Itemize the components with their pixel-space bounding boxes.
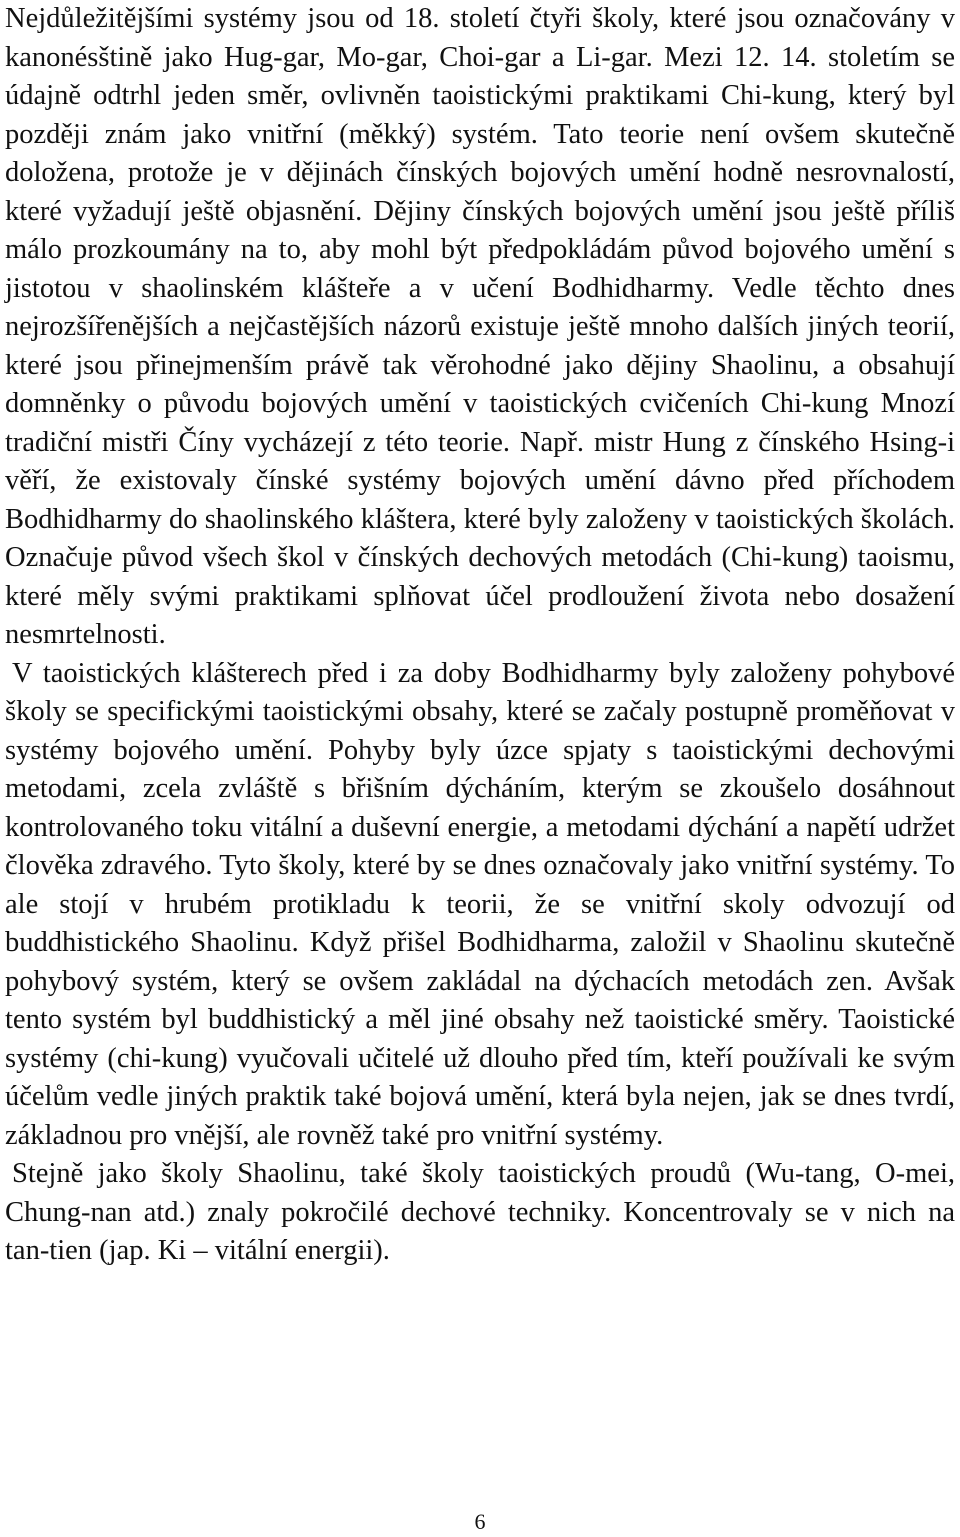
page-number: 6 <box>474 1509 486 1534</box>
paragraph-history-schools: Nejdůležitějšími systémy jsou od 18. století čtyři školy, které jsou označovány v kanonésštině jako Hug-gar, Mo-gar, Choi-gar a Li-gar. Mezi 12. 14. stoletím se údajně odtrhl jeden směr, ovlivněn taoistickými praktikami Chi-kung, který byl později znám jako vnitřní (měkký) systém. Tato teorie není ovšem skutečně doložena, protože je v dějinách čínských bojových umění hodně nesrovnalostí, které vyžadují ještě objasnění. Dějiny čínských bojových umění jsou ještě příliš málo prozkoumány na to, aby mohl být předpokládám původ bojového umění s jistotou v shaolinském klášteře a v učení Bodhidharmy. Vedle těchto dnes nejrozšířenějších a nejčastějších názorů existuje ještě mnoho dalších jiných teorií, které jsou přinejmenším právě tak věrohodné jako dějiny Shaolinu, a obsahují domněnky o původu bojových umění v taoistických cvičeních Chi-kung Mnozí tradiční mistři Číny vycházejí z této teorie. Např. mistr Hung z čínského Hsing-i věří, že existovaly čínské systémy bojových umění dávno před příchodem Bodhidharmy do shaolinského kláštera, které byly založeny v taoistických školách. Označuje původ všech škol v čínských dechových metodách (Chi-kung) taoismu, které měly svými praktikami splňovat účel prodloužení života nebo dosažení nesmrtelnosti. <box>5 3 955 650</box>
document-body <box>5 0 955 1271</box>
paragraph-breathing-techniques: Stejně jako školy Shaolinu, také školy taoistických proudů (Wu-tang, O-mei, Chung-nan atd.) znaly pokročilé dechové techniky. Koncentrovaly se v nich na tan-tien (jap. Ki – vitální energii). <box>5 1158 955 1266</box>
paragraph-taoist-monasteries: V taoistických klášterech před i za doby Bodhidharmy byly založeny pohybové školy se specifickými taoistickými obsahy, které se začaly postupně proměňovat v systémy bojového umění. Pohyby byly úzce spjaty s taoistickými dechovými metodami, zcela zvláště s břišním dýcháním, kterým se zkoušelo dosáhnout kontrolovaného toku vitální a duševní energie, a metodami dýchání a napětí udržet člověka zdravého. Tyto školy, které by se dnes označovaly jako vnitřní systémy. To ale stojí v hrubém protikladu k teorii, že se vnitřní skoly odvozují od buddhistického Shaolinu. Když přišel Bodhidharma, založil v Shaolinu skutečně pohybový systém, který se ovšem zakládal na dýchacích metodách zen. Avšak tento systém byl buddhistický a měl jiné obsahy než taoistické směry. Taoistické systémy (chi-kung) vyučovali učitelé už dlouho před tím, kteří používali ke svým účelům vedle jiných praktik také bojová umění, která byla nejen, jak se dnes tvrdí, základnou pro vnější, ale rovněž také pro vnitřní systémy. <box>5 657 955 1151</box>
